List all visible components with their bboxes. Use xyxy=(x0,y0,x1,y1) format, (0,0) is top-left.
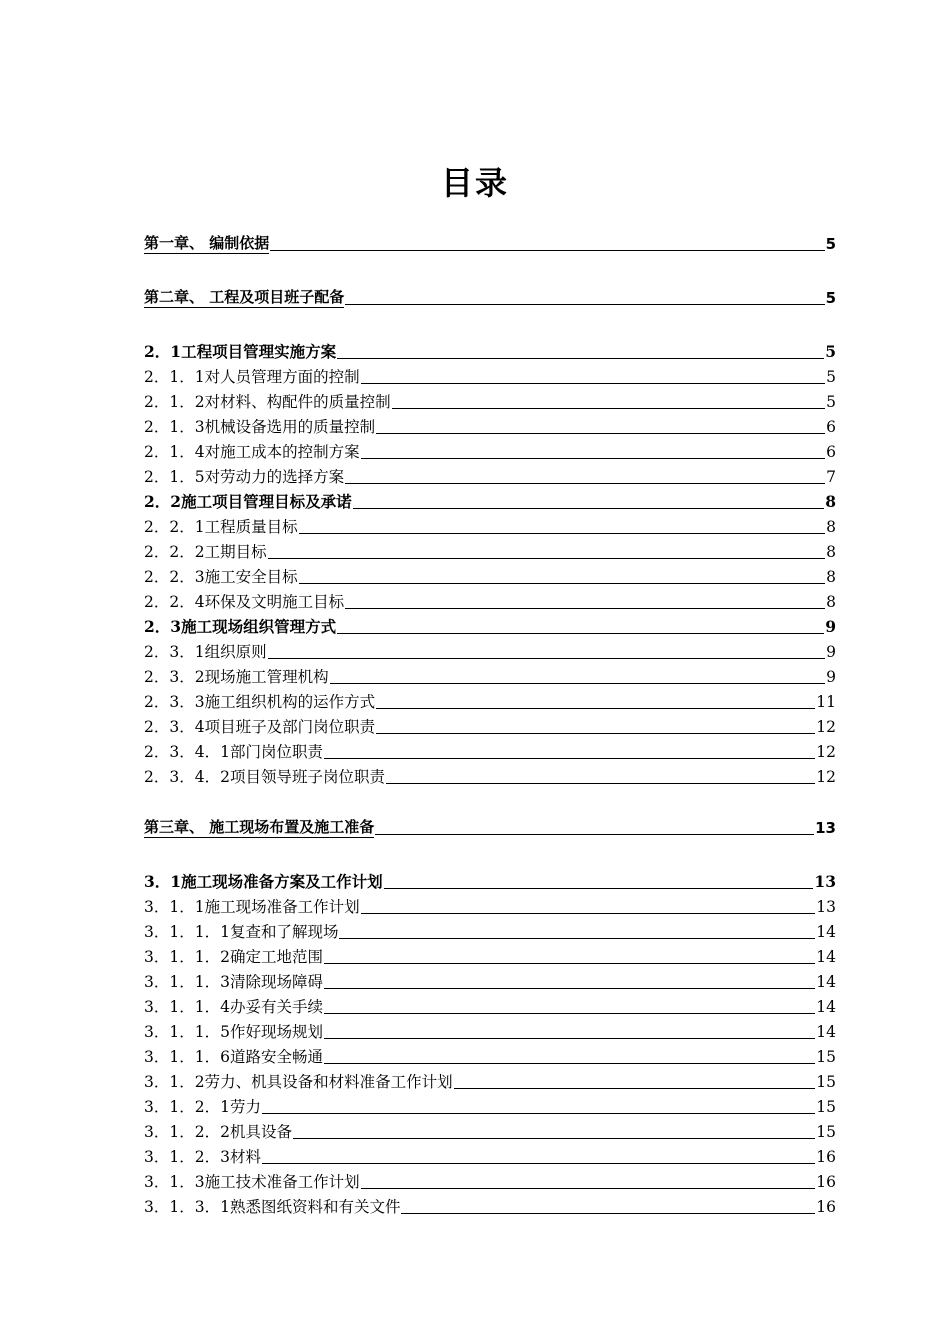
toc-leader-line xyxy=(268,657,826,659)
page-title: 目录 xyxy=(440,164,509,202)
toc-entry-label: 2．3．1组织原则 xyxy=(144,643,267,661)
toc-entry[interactable] xyxy=(144,615,836,637)
toc-entry[interactable] xyxy=(144,1120,836,1142)
toc-page-number: 14 xyxy=(816,998,836,1016)
toc-entry-label: 2．3．2现场施工管理机构 xyxy=(144,668,329,686)
toc-leader-line xyxy=(454,1087,816,1089)
toc-entry[interactable] xyxy=(144,740,836,762)
toc-entry[interactable] xyxy=(144,390,836,412)
toc-page-number: 9 xyxy=(825,617,836,636)
toc-entry-label: 2．1．4对施工成本的控制方案 xyxy=(144,443,360,461)
toc-page-number: 5 xyxy=(826,368,836,386)
toc-entry[interactable] xyxy=(144,1195,836,1217)
toc-leader-line xyxy=(345,303,824,305)
toc-leader-line xyxy=(375,833,814,835)
toc-leader-line xyxy=(324,1012,815,1014)
toc-leader-line xyxy=(376,432,825,434)
toc-leader-line xyxy=(268,557,826,559)
toc-entry-label: 第一章、 编制依据 xyxy=(144,234,270,252)
toc-entry[interactable] xyxy=(144,640,836,662)
toc-entry[interactable] xyxy=(144,1070,836,1092)
toc-entry[interactable] xyxy=(144,690,836,712)
toc-entry-label: 3．1．3施工技术准备工作计划 xyxy=(144,1173,360,1191)
toc-page-number: 15 xyxy=(816,1123,836,1141)
toc-entry-label: 2．1．3机械设备选用的质量控制 xyxy=(144,418,376,436)
toc-entry[interactable] xyxy=(144,970,836,992)
toc-entry-label: 2．1工程项目管理实施方案 xyxy=(144,342,337,361)
toc-entry-label: 3．1．2．2机具设备 xyxy=(144,1123,292,1141)
toc-entry-label: 3．1．2．1劳力 xyxy=(144,1098,261,1116)
toc-page-number: 14 xyxy=(816,948,836,966)
toc-entry-label: 2．3施工现场组织管理方式 xyxy=(144,617,337,636)
toc-entry-label: 2．1．2对材料、构配件的质量控制 xyxy=(144,393,391,411)
toc-entry-label: 3．1．2．3材料 xyxy=(144,1148,261,1166)
toc-page-number: 8 xyxy=(826,568,836,586)
toc-entry[interactable] xyxy=(144,340,836,362)
toc-page-number: 5 xyxy=(825,342,836,361)
toc-entry-label: 3．1．1．6道路安全畅通 xyxy=(144,1048,323,1066)
toc-entry-label: 3．1．1．1复查和了解现场 xyxy=(144,923,339,941)
toc-entry[interactable] xyxy=(144,415,836,437)
toc-leader-line xyxy=(324,1037,815,1039)
toc-entry-label: 第二章、 工程及项目班子配备 xyxy=(144,288,345,306)
toc-page-number: 15 xyxy=(816,1048,836,1066)
toc-entry[interactable] xyxy=(144,440,836,462)
toc-leader-line xyxy=(270,249,824,251)
toc-leader-line xyxy=(386,782,815,784)
toc-leader-line xyxy=(324,962,815,964)
toc-page-number: 15 xyxy=(816,1073,836,1091)
toc-page-number: 13 xyxy=(815,819,836,837)
toc-leader-line xyxy=(330,682,826,684)
toc-entry-label: 3．1．1施工现场准备工作计划 xyxy=(144,898,360,916)
toc-entry-label: 2．2．3施工安全目标 xyxy=(144,568,298,586)
toc-entry-label: 2．3．3施工组织机构的运作方式 xyxy=(144,693,376,711)
toc-entry[interactable] xyxy=(144,715,836,737)
toc-entry-label: 2．2施工项目管理目标及承诺 xyxy=(144,492,352,511)
toc-entry-label: 3．1．1．5作好现场规划 xyxy=(144,1023,323,1041)
toc-page-number: 5 xyxy=(826,393,836,411)
toc-leader-line xyxy=(345,482,825,484)
toc-entry-label: 2．3．4．1部门岗位职责 xyxy=(144,743,323,761)
toc-page-number: 8 xyxy=(826,518,836,536)
toc-entry-label: 2．3．4．2项目领导班子岗位职责 xyxy=(144,768,385,786)
toc-entry[interactable] xyxy=(144,1170,836,1192)
toc-entry-label: 第三章、 施工现场布置及施工准备 xyxy=(144,818,375,836)
toc-leader-line xyxy=(392,407,826,409)
toc-entry[interactable] xyxy=(144,465,836,487)
toc-entry[interactable] xyxy=(144,920,836,942)
toc-leader-line xyxy=(324,987,815,989)
toc-entry-label: 2．1．1对人员管理方面的控制 xyxy=(144,368,360,386)
toc-leader-line xyxy=(262,1112,815,1114)
toc-page-number: 16 xyxy=(816,1198,836,1216)
toc-chapter-entry[interactable] xyxy=(144,286,836,308)
toc-page-number: 6 xyxy=(826,443,836,461)
toc-leader-line xyxy=(345,607,825,609)
toc-leader-line xyxy=(361,1187,816,1189)
toc-entry-label: 2．2．1工程质量目标 xyxy=(144,518,298,536)
toc-entry[interactable] xyxy=(144,365,836,387)
toc-entry[interactable] xyxy=(144,995,836,1017)
toc-entry[interactable] xyxy=(144,540,836,562)
toc-entry[interactable] xyxy=(144,870,836,892)
toc-entry-label: 2．2．4环保及文明施工目标 xyxy=(144,593,345,611)
toc-entry-label: 2．3．4项目班子及部门岗位职责 xyxy=(144,718,376,736)
toc-page-number: 16 xyxy=(816,1173,836,1191)
toc-page-number: 8 xyxy=(826,543,836,561)
toc-entry-label: 3．1．3．1熟悉图纸资料和有关文件 xyxy=(144,1198,401,1216)
toc-entry[interactable] xyxy=(144,490,836,512)
toc-entry-label: 2．2．2工期目标 xyxy=(144,543,267,561)
toc-leader-line xyxy=(339,937,815,939)
toc-entry[interactable] xyxy=(144,590,836,612)
toc-page-number: 12 xyxy=(816,718,836,736)
toc-leader-line xyxy=(299,532,826,534)
toc-leader-line xyxy=(324,757,815,759)
toc-entry[interactable] xyxy=(144,895,836,917)
toc-page-number: 14 xyxy=(816,973,836,991)
toc-leader-line xyxy=(361,382,826,384)
toc-entry[interactable] xyxy=(144,1045,836,1067)
toc-entry[interactable] xyxy=(144,1095,836,1117)
toc-page-number: 8 xyxy=(826,593,836,611)
toc-page-number: 12 xyxy=(816,768,836,786)
toc-entry[interactable] xyxy=(144,515,836,537)
toc-page-number: 7 xyxy=(826,468,836,486)
toc-page-number: 14 xyxy=(816,1023,836,1041)
toc-leader-line xyxy=(361,912,816,914)
toc-leader-line xyxy=(337,632,824,634)
toc-leader-line xyxy=(293,1137,815,1139)
toc-page-number: 12 xyxy=(816,743,836,761)
toc-entry-label: 3．1．1．2确定工地范围 xyxy=(144,948,323,966)
toc-leader-line xyxy=(376,732,815,734)
toc-leader-line xyxy=(401,1212,815,1214)
toc-entry-label: 3．1．1．3清除现场障碍 xyxy=(144,973,323,991)
toc-chapter-entry[interactable] xyxy=(144,232,836,254)
toc-leader-line xyxy=(353,507,825,509)
toc-entry[interactable] xyxy=(144,945,836,967)
toc-page-number: 16 xyxy=(816,1148,836,1166)
toc-entry[interactable] xyxy=(144,665,836,687)
toc-leader-line xyxy=(262,1162,815,1164)
toc-page-number: 5 xyxy=(825,289,836,307)
toc-page-number: 9 xyxy=(826,668,836,686)
toc-page-number: 15 xyxy=(816,1098,836,1116)
toc-entry-label: 3．1施工现场准备方案及工作计划 xyxy=(144,872,383,891)
toc-page-number: 8 xyxy=(825,492,836,511)
toc-page-number: 5 xyxy=(825,235,836,253)
toc-entry[interactable] xyxy=(144,1020,836,1042)
toc-page-number: 13 xyxy=(816,898,836,916)
toc-chapter-entry[interactable] xyxy=(144,816,836,838)
toc-leader-line xyxy=(384,887,814,889)
toc-entry[interactable] xyxy=(144,765,836,787)
toc-leader-line xyxy=(361,457,826,459)
toc-entry-label: 2．1．5对劳动力的选择方案 xyxy=(144,468,345,486)
toc-page-number: 6 xyxy=(826,418,836,436)
toc-page-number: 14 xyxy=(816,923,836,941)
toc-leader-line xyxy=(376,707,815,709)
toc-leader-line xyxy=(299,582,826,584)
toc-entry-label: 3．1．2劳力、机具设备和材料准备工作计划 xyxy=(144,1073,453,1091)
toc-entry[interactable] xyxy=(144,1145,836,1167)
toc-leader-line xyxy=(337,357,824,359)
toc-page-number: 9 xyxy=(826,643,836,661)
toc-leader-line xyxy=(324,1062,815,1064)
toc-page-number: 13 xyxy=(814,872,836,891)
toc-entry[interactable] xyxy=(144,565,836,587)
toc-entry-label: 3．1．1．4办妥有关手续 xyxy=(144,998,323,1016)
toc-page-number: 11 xyxy=(816,693,836,711)
